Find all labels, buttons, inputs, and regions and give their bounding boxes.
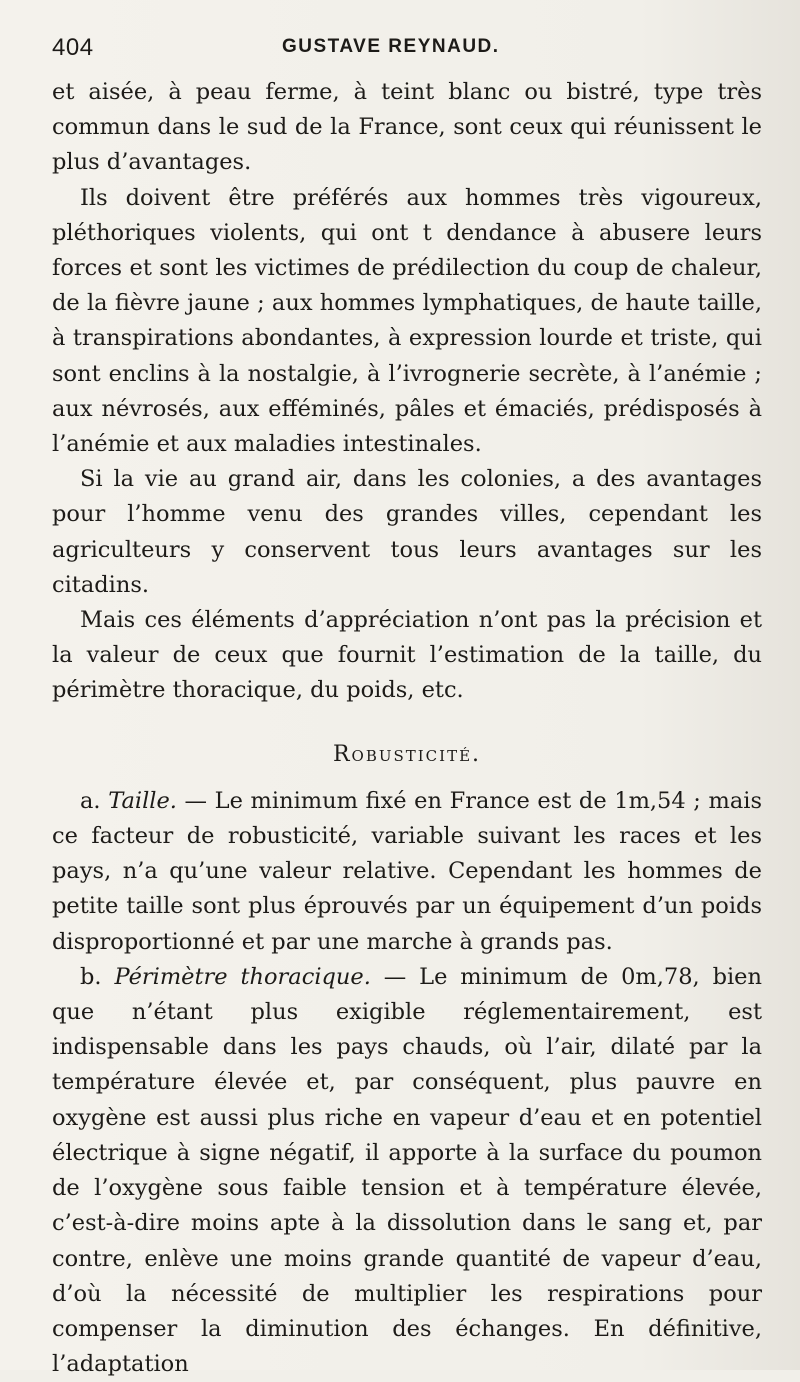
page-header [52, 34, 760, 64]
paragraph: Mais ces éléments d’appréciation n’ont pas la précision et la valeur de ceux que fournit l’estimation de la taille, du périmètre thoracique, du poids, etc. [52, 607, 762, 704]
paragraph: Si la vie au grand air, dans les colonies, a des avantages pour l’homme venu des grandes villes, cependant les agriculteurs y conservent tous leurs avantages sur les citadins. [52, 466, 762, 598]
running-head: GUSTAVE REYNAUD. [282, 36, 500, 57]
item-text: — Le minimum fixé en France est de 1m,54 ; mais ce facteur de robusticité, variable suivant les races et les pays, n’a qu’une valeur relative. Cependant les hommes de petite taille sont plus éprouvés par un équipement d’un poids disproportionné et par une marche à grands pas. [52, 787, 762, 955]
item-text: — Le minimum de 0m,78, bien que n’étant plus exigible réglementairement, est indispensable dans les pays chauds, où l’air, dilaté par la température élevée et, par conséquent, plus pauvre en oxygène est aussi plus riche en vapeur d’eau et en potentiel électrique à signe négatif, il apporte à la surface du poumon de l’oxygène sous faible tension et à température élevée, c’est-à-dire moins apte à la dissolution dans le sang et, par contre, enlève une moins grande quantité de vapeur d’eau, d’où la nécessité de multiplier les respirations pour compenser la diminution des échanges. En définitive, l’adaptation [52, 963, 762, 1378]
item-label: a. [80, 787, 101, 814]
item-title: Taille. [108, 787, 177, 814]
list-item [52, 784, 762, 960]
item-label: b. [80, 963, 102, 990]
page-number: 404 [52, 34, 94, 61]
paragraph: et aisée, à peau ferme, à teint blanc ou bistré, type très commun dans le sud de la France, sont ceux qui réunissent le plus d’avantages. [52, 79, 762, 176]
item-title: Périmètre thoracique. [114, 963, 371, 990]
list-item [52, 960, 762, 1382]
paragraph: Ils doivent être préférés aux hommes très vigoureux, pléthoriques violents, qui ont t dendance à abusere leurs forces et sont les victimes de prédilection du coup de chaleur, de la fièvre jaune ; aux hommes lymphatiques, de haute taille, à transpirations abondantes, à expression lourde et triste, qui sont enclins à la nostalgie, à l’ivrognerie secrète, à l’anémie ; aux névrosés, aux efféminés, pâles et émaciés, prédisposés à l’anémie et aux maladies intestinales. [52, 184, 762, 458]
section-title: Robusticité. [332, 741, 482, 767]
body-text [52, 75, 762, 1382]
